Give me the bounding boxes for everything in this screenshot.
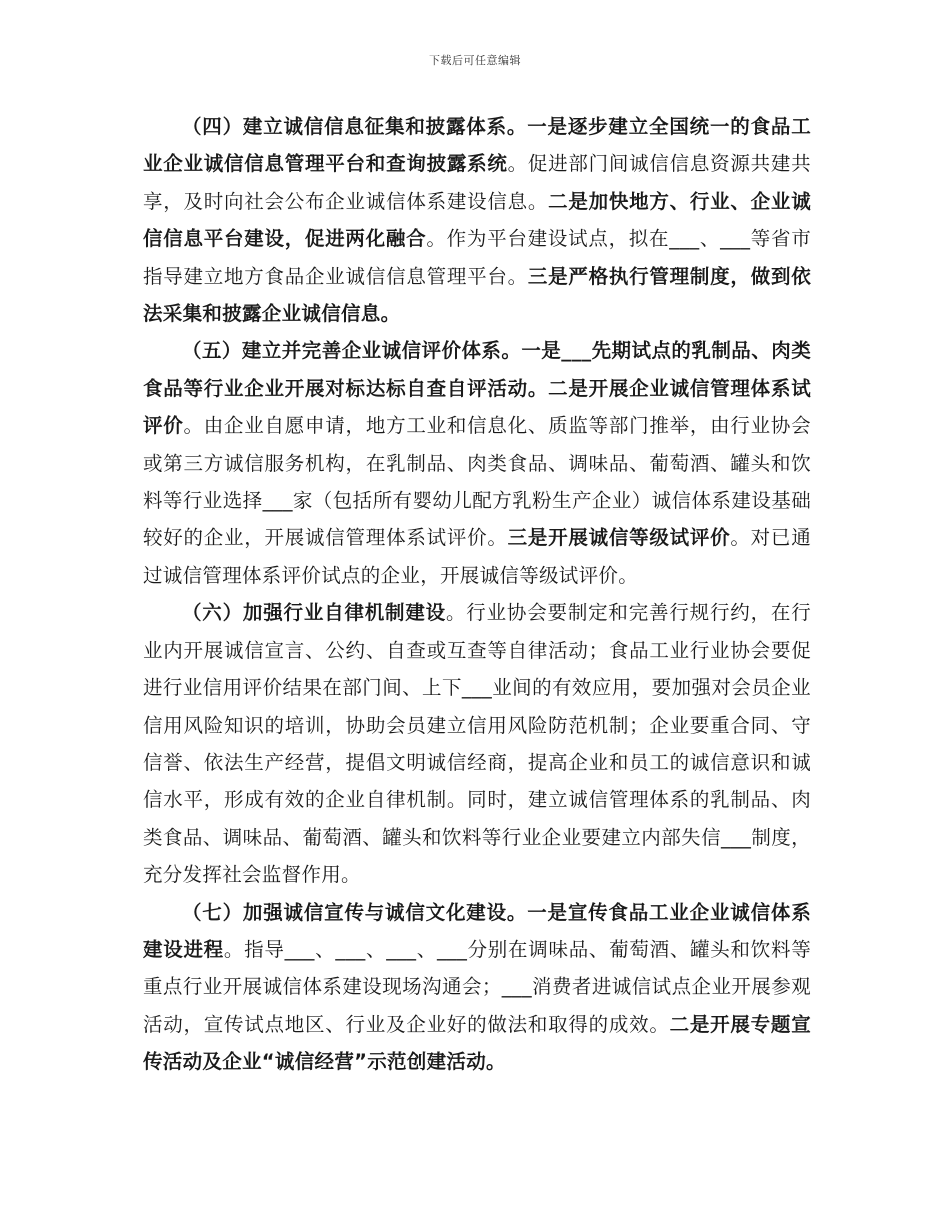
text-run: 。指导___、___、___、___分别在调味品、葡萄酒、罐头和饮料等重点行业开展诚信体系建设现场沟通会；___消费者进诚信试点企业开展参观活动，宣传试点地区、行业及企业好的做法和取得的成效。: [143, 937, 811, 1036]
paragraph-6-self-discipline: [143, 594, 811, 893]
page-header-note: 下载后可任意编辑: [429, 54, 521, 67]
text-run: 。促进部门间诚信信息资源共建共享，及时向社会公布企业诚信体系建设信息。: [143, 152, 811, 213]
text-run: 。对已通过诚信管理体系评价试点的企业，开展诚信等级试评价。: [143, 526, 811, 587]
document-body: [143, 108, 811, 1081]
paragraph-5-evaluation-system: [143, 332, 811, 594]
text-run: 。作为平台建设试点，拟在___、___等省市指导建立地方食品企业诚信信息管理平台。: [143, 227, 811, 288]
paragraph-7-publicity-culture: [143, 894, 811, 1081]
text-run: （七）加强诚信宣传与诚信文化建设。一是宣传食品工业企业诚信体系建设进程: [143, 900, 811, 961]
text-run: （六）加强行业自律机制建设: [182, 601, 446, 625]
text-run: （四）建立诚信信息征集和披露体系。一是逐步建立全国统一的食品工业企业诚信信息管理平台和查询披露系统: [143, 115, 811, 176]
text-run: 。由企业自愿申请，地方工业和信息化、质监等部门推举，由行业协会或第三方诚信服务机构，在乳制品、肉类食品、调味品、葡萄酒、罐头和饮料等行业选择___家（包括所有婴幼儿配方乳粉生产企业）诚信体系建设基础较好的企业，开展诚信管理体系试评价。: [143, 414, 811, 550]
paragraph-4-info-disclosure: [143, 108, 811, 332]
text-run: 二是开展专题宣传活动及企业“诚信经营”示范创建活动。: [143, 1012, 811, 1074]
text-run: （五）建立并完善企业诚信评价体系。一是___先期试点的乳制品、肉类食品等行业企业开展对标达标自查自评活动。二是开展企业诚信管理体系试评价: [143, 339, 811, 438]
text-run: 三是严格执行管理制度，做到依法采集和披露企业诚信信息。: [143, 264, 812, 326]
text-run: 二是加快地方、行业、企业诚信信息平台建设，促进两化融合: [143, 189, 811, 251]
text-run: 。行业协会要制定和完善行规行约，在行业内开展诚信宣言、公约、自查或互查等自律活动；食品工业行业协会要促进行业信用评价结果在部门间、上下___业间的有效应用，要加强对会员企业信用风险知识的培训，协助会员建立信用风险防范机制；企业要重合同、守信誉、依法生产经营，提倡文明诚信经商，提高企业和员工的诚信意识和诚信水平，形成有效的企业自律机制。同时，建立诚信管理体系的乳制品、肉类食品、调味品、葡萄酒、罐头和饮料等行业企业要建立内部失信___制度，充分发挥社会监督作用。: [143, 601, 811, 887]
text-run: 三是开展诚信等级试评价: [507, 526, 731, 550]
